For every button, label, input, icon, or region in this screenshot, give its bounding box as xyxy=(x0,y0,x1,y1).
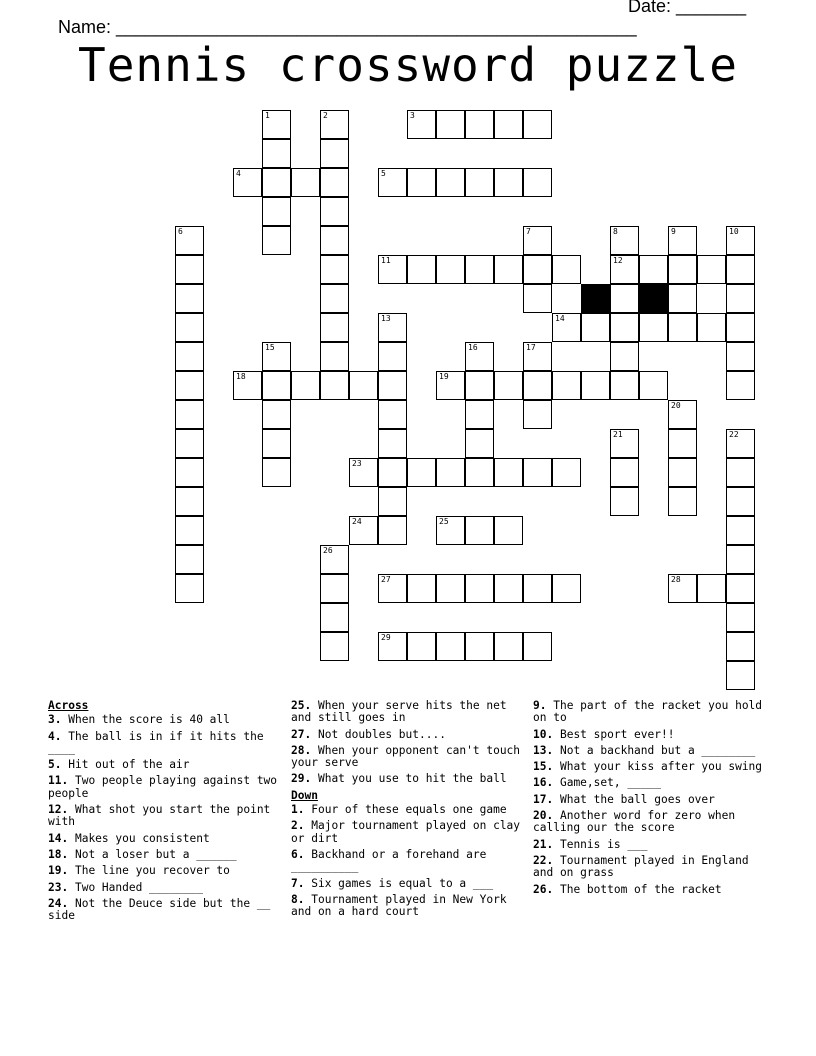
grid-cell[interactable] xyxy=(668,400,697,429)
grid-cell[interactable] xyxy=(465,168,494,197)
grid-cell[interactable] xyxy=(175,284,204,313)
clue-number: 1 xyxy=(265,111,270,120)
grid-cell[interactable] xyxy=(320,168,349,197)
grid-cell[interactable] xyxy=(175,342,204,371)
name-field[interactable]: Name: ____________________________________________________ xyxy=(58,17,637,37)
clue xyxy=(291,804,523,816)
clue xyxy=(48,898,280,923)
across-heading: Across xyxy=(48,699,89,712)
clue xyxy=(48,731,280,756)
grid-cell[interactable] xyxy=(523,226,552,255)
grid-cell[interactable] xyxy=(378,574,407,603)
clue-text: What shot you start the point with xyxy=(48,803,271,829)
clue xyxy=(291,745,523,770)
grid-block xyxy=(581,284,610,313)
clue-text: Another word for zero when calling our the score xyxy=(533,809,736,835)
grid-cell[interactable] xyxy=(494,632,523,661)
clue xyxy=(48,882,280,894)
grid-cell[interactable] xyxy=(407,574,436,603)
grid-cell[interactable] xyxy=(262,342,291,371)
clue-number-label: 16. xyxy=(533,776,554,790)
clue-number-label: 21. xyxy=(533,837,554,851)
clue-number-label: 11. xyxy=(48,774,69,788)
clue-number: 7 xyxy=(526,227,531,236)
clue-text: Not doubles but.... xyxy=(317,727,446,741)
clue-number: 11 xyxy=(381,256,391,265)
grid-cell[interactable] xyxy=(320,313,349,342)
clue-number-label: 29. xyxy=(291,772,312,786)
grid-cell[interactable] xyxy=(726,516,755,545)
grid-cell[interactable] xyxy=(726,545,755,574)
grid-cell[interactable] xyxy=(465,400,494,429)
clue-number-label: 19. xyxy=(48,864,69,878)
clue xyxy=(533,794,765,806)
clue-text: What your kiss after you swing xyxy=(559,760,763,774)
grid-cell[interactable] xyxy=(726,429,755,458)
grid-cell[interactable] xyxy=(523,168,552,197)
grid-cell[interactable] xyxy=(320,110,349,139)
clue-number: 18 xyxy=(236,372,246,381)
grid-cell[interactable] xyxy=(436,516,465,545)
grid-cell[interactable] xyxy=(668,574,697,603)
grid-cell[interactable] xyxy=(668,313,697,342)
grid-cell[interactable] xyxy=(581,371,610,400)
grid-cell[interactable] xyxy=(407,255,436,284)
grid-cell[interactable] xyxy=(175,545,204,574)
grid-cell[interactable] xyxy=(378,168,407,197)
grid-cell[interactable] xyxy=(523,400,552,429)
clue xyxy=(291,820,523,845)
clue-number: 21 xyxy=(613,430,623,439)
clue-number: 14 xyxy=(555,314,565,323)
clue-number-label: 14. xyxy=(48,831,69,845)
grid-cell[interactable] xyxy=(262,429,291,458)
clue-text: Best sport ever!! xyxy=(559,727,675,741)
clue-text: Two people playing against two people xyxy=(48,774,278,800)
clue-text: What you use to hit the ball xyxy=(317,772,507,786)
grid-cell[interactable] xyxy=(320,545,349,574)
clue xyxy=(533,855,765,880)
clue-number-label: 12. xyxy=(48,803,69,817)
clue-text: Four of these equals one game xyxy=(311,803,507,817)
grid-cell[interactable] xyxy=(378,313,407,342)
grid-cell[interactable] xyxy=(262,226,291,255)
grid-cell[interactable] xyxy=(465,429,494,458)
clue xyxy=(291,878,523,890)
clue-number: 13 xyxy=(381,314,391,323)
clue xyxy=(533,700,765,725)
grid-cell[interactable] xyxy=(610,458,639,487)
grid-cell[interactable] xyxy=(581,313,610,342)
grid-cell[interactable] xyxy=(494,110,523,139)
grid-cell[interactable] xyxy=(175,429,204,458)
grid-block xyxy=(639,284,668,313)
clue-number: 26 xyxy=(323,546,333,555)
grid-cell[interactable] xyxy=(465,574,494,603)
clue-number: 9 xyxy=(671,227,676,236)
grid-cell[interactable] xyxy=(726,603,755,632)
grid-cell[interactable] xyxy=(378,342,407,371)
clue-number: 6 xyxy=(178,227,183,236)
clue-number-label: 6. xyxy=(291,847,305,861)
grid-cell[interactable] xyxy=(175,226,204,255)
clue-number: 22 xyxy=(729,430,739,439)
grid-cell[interactable] xyxy=(610,487,639,516)
clue-text: The bottom of the racket xyxy=(559,882,722,896)
grid-cell[interactable] xyxy=(175,400,204,429)
grid-cell[interactable] xyxy=(407,458,436,487)
clue-text: Six games is equal to a ___ xyxy=(311,876,494,890)
grid-cell[interactable] xyxy=(175,487,204,516)
grid-cell[interactable] xyxy=(175,516,204,545)
clue-text: The line you recover to xyxy=(74,864,230,878)
grid-cell[interactable] xyxy=(726,632,755,661)
clue-number-label: 7. xyxy=(291,876,305,890)
grid-cell[interactable] xyxy=(233,371,262,400)
grid-cell[interactable] xyxy=(320,226,349,255)
grid-cell[interactable] xyxy=(349,516,378,545)
grid-cell[interactable] xyxy=(378,400,407,429)
grid-cell[interactable] xyxy=(378,255,407,284)
clue-text: Major tournament played on clay or dirt xyxy=(291,819,521,845)
clue-text: Not a backhand but a ________ xyxy=(559,743,756,757)
grid-cell[interactable] xyxy=(639,313,668,342)
grid-cell[interactable] xyxy=(668,487,697,516)
grid-cell[interactable] xyxy=(523,574,552,603)
clue xyxy=(533,745,765,757)
grid-cell[interactable] xyxy=(378,632,407,661)
grid-cell[interactable] xyxy=(726,487,755,516)
grid-cell[interactable] xyxy=(523,342,552,371)
clue xyxy=(48,714,280,726)
grid-cell[interactable] xyxy=(552,313,581,342)
grid-cell[interactable] xyxy=(407,110,436,139)
grid-cell[interactable] xyxy=(697,313,726,342)
grid-cell[interactable] xyxy=(523,284,552,313)
grid-cell[interactable] xyxy=(378,487,407,516)
grid-cell[interactable] xyxy=(175,458,204,487)
clue-number-label: 22. xyxy=(533,853,554,867)
clue-number: 12 xyxy=(613,256,623,265)
grid-cell[interactable] xyxy=(378,458,407,487)
clue-number: 5 xyxy=(381,169,386,178)
clue-number-label: 26. xyxy=(533,882,554,896)
grid-cell[interactable] xyxy=(523,458,552,487)
grid-cell[interactable] xyxy=(610,284,639,313)
clue-text: Two Handed ________ xyxy=(74,880,203,894)
grid-cell[interactable] xyxy=(523,371,552,400)
clue xyxy=(48,849,280,861)
clue-number: 4 xyxy=(236,169,241,178)
clue-text: Game,set, _____ xyxy=(559,776,662,790)
clue-text: Hit out of the air xyxy=(68,758,190,772)
clue-number-label: 5. xyxy=(48,758,62,772)
clue xyxy=(533,729,765,741)
grid-cell[interactable] xyxy=(610,226,639,255)
grid-cell[interactable] xyxy=(378,429,407,458)
grid-cell[interactable] xyxy=(320,197,349,226)
clues-column-3 xyxy=(533,700,765,900)
grid-cell[interactable] xyxy=(552,458,581,487)
clue xyxy=(48,865,280,877)
clue xyxy=(533,777,765,789)
clue-text: Backhand or a forehand are __________ xyxy=(291,847,487,874)
clue-text: Tournament played in England and on grass xyxy=(533,853,749,880)
grid-cell[interactable] xyxy=(320,371,349,400)
clue xyxy=(291,700,523,725)
clue xyxy=(291,849,523,874)
clue-number: 16 xyxy=(468,343,478,352)
grid-cell[interactable] xyxy=(320,284,349,313)
clue-text: The ball is in if it hits the ____ xyxy=(48,729,264,755)
grid-cell[interactable] xyxy=(291,371,320,400)
grid-cell[interactable] xyxy=(668,458,697,487)
grid-cell[interactable] xyxy=(436,458,465,487)
clues-column-2 xyxy=(291,700,523,922)
grid-cell[interactable] xyxy=(349,458,378,487)
clue-number-label: 17. xyxy=(533,792,554,806)
clue-text: Tennis is ___ xyxy=(559,837,648,851)
grid-cell[interactable] xyxy=(639,255,668,284)
clues-column-1 xyxy=(48,700,280,926)
clue-number: 28 xyxy=(671,575,681,584)
grid-cell[interactable] xyxy=(175,574,204,603)
grid-cell[interactable] xyxy=(465,255,494,284)
grid-cell[interactable] xyxy=(175,255,204,284)
grid-cell[interactable] xyxy=(436,110,465,139)
clue-text: Not the Deuce side but the __ side xyxy=(48,896,271,923)
grid-cell[interactable] xyxy=(726,255,755,284)
grid-cell[interactable] xyxy=(697,255,726,284)
grid-cell[interactable] xyxy=(465,458,494,487)
grid-cell[interactable] xyxy=(175,313,204,342)
grid-cell[interactable] xyxy=(610,255,639,284)
grid-cell[interactable] xyxy=(407,632,436,661)
grid-cell[interactable] xyxy=(726,284,755,313)
clue-text: The part of the racket you hold on to xyxy=(533,699,763,725)
clue-number: 23 xyxy=(352,459,362,468)
grid-cell[interactable] xyxy=(494,458,523,487)
grid-cell[interactable] xyxy=(436,632,465,661)
clue-number-label: 10. xyxy=(533,727,554,741)
clue-number: 8 xyxy=(613,227,618,236)
grid-cell[interactable] xyxy=(668,429,697,458)
clue-number-label: 15. xyxy=(533,760,554,774)
clue-number: 19 xyxy=(439,372,449,381)
clue xyxy=(48,775,280,800)
page-title: Tennis crossword puzzle xyxy=(78,38,738,92)
clue xyxy=(48,804,280,829)
grid-cell[interactable] xyxy=(610,429,639,458)
clue-number-label: 4. xyxy=(48,729,62,743)
grid-cell[interactable] xyxy=(523,255,552,284)
clue-number-label: 2. xyxy=(291,819,305,833)
grid-cell[interactable] xyxy=(726,458,755,487)
clue-text: Not a loser but a ______ xyxy=(74,847,237,861)
clue-number: 17 xyxy=(526,343,536,352)
grid-cell[interactable] xyxy=(697,574,726,603)
clue xyxy=(48,759,280,771)
grid-cell[interactable] xyxy=(610,313,639,342)
clue-number-label: 25. xyxy=(291,699,312,712)
clue xyxy=(533,761,765,773)
clue-number-label: 24. xyxy=(48,896,69,910)
grid-cell[interactable] xyxy=(349,371,378,400)
grid-cell[interactable] xyxy=(436,255,465,284)
clue-number-label: 28. xyxy=(291,743,312,757)
grid-cell[interactable] xyxy=(494,371,523,400)
clue xyxy=(291,773,523,785)
grid-cell[interactable] xyxy=(465,632,494,661)
grid-cell[interactable] xyxy=(291,168,320,197)
grid-cell[interactable] xyxy=(726,371,755,400)
clue-text: When your opponent can't touch your serve xyxy=(291,743,521,770)
grid-cell[interactable] xyxy=(262,139,291,168)
grid-cell[interactable] xyxy=(610,371,639,400)
grid-cell[interactable] xyxy=(726,226,755,255)
clue-number-label: 3. xyxy=(48,713,62,727)
clue-number-label: 20. xyxy=(533,809,554,823)
grid-cell[interactable] xyxy=(262,400,291,429)
grid-cell[interactable] xyxy=(262,197,291,226)
clue-number: 2 xyxy=(323,111,328,120)
grid-cell[interactable] xyxy=(494,255,523,284)
clue-number: 15 xyxy=(265,343,275,352)
grid-cell[interactable] xyxy=(726,342,755,371)
grid-cell[interactable] xyxy=(407,168,436,197)
grid-cell[interactable] xyxy=(494,516,523,545)
grid-cell[interactable] xyxy=(320,342,349,371)
clue xyxy=(291,729,523,741)
clue-number-label: 13. xyxy=(533,743,554,757)
grid-cell[interactable] xyxy=(175,371,204,400)
grid-cell[interactable] xyxy=(668,226,697,255)
grid-cell[interactable] xyxy=(639,371,668,400)
clue-number: 24 xyxy=(352,517,362,526)
grid-cell[interactable] xyxy=(494,574,523,603)
grid-cell[interactable] xyxy=(465,342,494,371)
grid-cell[interactable] xyxy=(552,574,581,603)
clue xyxy=(291,894,523,919)
grid-cell[interactable] xyxy=(262,168,291,197)
grid-cell[interactable] xyxy=(668,284,697,313)
grid-cell[interactable] xyxy=(668,255,697,284)
grid-cell[interactable] xyxy=(320,139,349,168)
clue-text: What the ball goes over xyxy=(559,792,715,806)
grid-cell[interactable] xyxy=(465,516,494,545)
grid-cell[interactable] xyxy=(465,371,494,400)
grid-cell[interactable] xyxy=(320,603,349,632)
grid-cell[interactable] xyxy=(523,110,552,139)
clue-number: 25 xyxy=(439,517,449,526)
clue-text: Makes you consistent xyxy=(74,831,210,845)
grid-cell[interactable] xyxy=(378,516,407,545)
date-field[interactable]: Date: _______ xyxy=(628,0,747,16)
clue xyxy=(533,884,765,896)
clue-text: When the score is 40 all xyxy=(68,713,230,727)
clue-number-label: 18. xyxy=(48,847,69,861)
clue-number: 3 xyxy=(410,111,415,120)
grid-cell[interactable] xyxy=(320,632,349,661)
grid-cell[interactable] xyxy=(262,110,291,139)
grid-cell[interactable] xyxy=(552,371,581,400)
clue xyxy=(533,810,765,835)
grid-cell[interactable] xyxy=(726,661,755,690)
clue-number-label: 27. xyxy=(291,727,312,741)
grid-cell[interactable] xyxy=(378,371,407,400)
grid-cell[interactable] xyxy=(320,574,349,603)
grid-cell[interactable] xyxy=(233,168,262,197)
clue-number: 29 xyxy=(381,633,391,642)
clue xyxy=(48,833,280,845)
clue-number-label: 1. xyxy=(291,803,305,817)
clue-number-label: 8. xyxy=(291,892,305,906)
clue-number-label: 23. xyxy=(48,880,69,894)
grid-cell[interactable] xyxy=(494,168,523,197)
down-heading: Down xyxy=(291,788,318,802)
grid-cell[interactable] xyxy=(726,574,755,603)
grid-cell[interactable] xyxy=(436,371,465,400)
grid-cell[interactable] xyxy=(436,168,465,197)
grid-cell[interactable] xyxy=(436,574,465,603)
grid-cell[interactable] xyxy=(262,371,291,400)
grid-cell[interactable] xyxy=(552,255,581,284)
clue-number-label: 9. xyxy=(533,699,547,712)
clue-text: Tournament played in New York and on a hard court xyxy=(291,892,507,919)
grid-cell[interactable] xyxy=(262,458,291,487)
grid-cell[interactable] xyxy=(726,313,755,342)
grid-cell[interactable] xyxy=(320,255,349,284)
clue-text: When your serve hits the net and still goes in xyxy=(291,699,507,725)
clue xyxy=(533,839,765,851)
grid-cell[interactable] xyxy=(610,342,639,371)
clue-number: 10 xyxy=(729,227,739,236)
clue-number: 20 xyxy=(671,401,681,410)
clue-number: 27 xyxy=(381,575,391,584)
grid-cell[interactable] xyxy=(465,110,494,139)
grid-cell[interactable] xyxy=(523,632,552,661)
